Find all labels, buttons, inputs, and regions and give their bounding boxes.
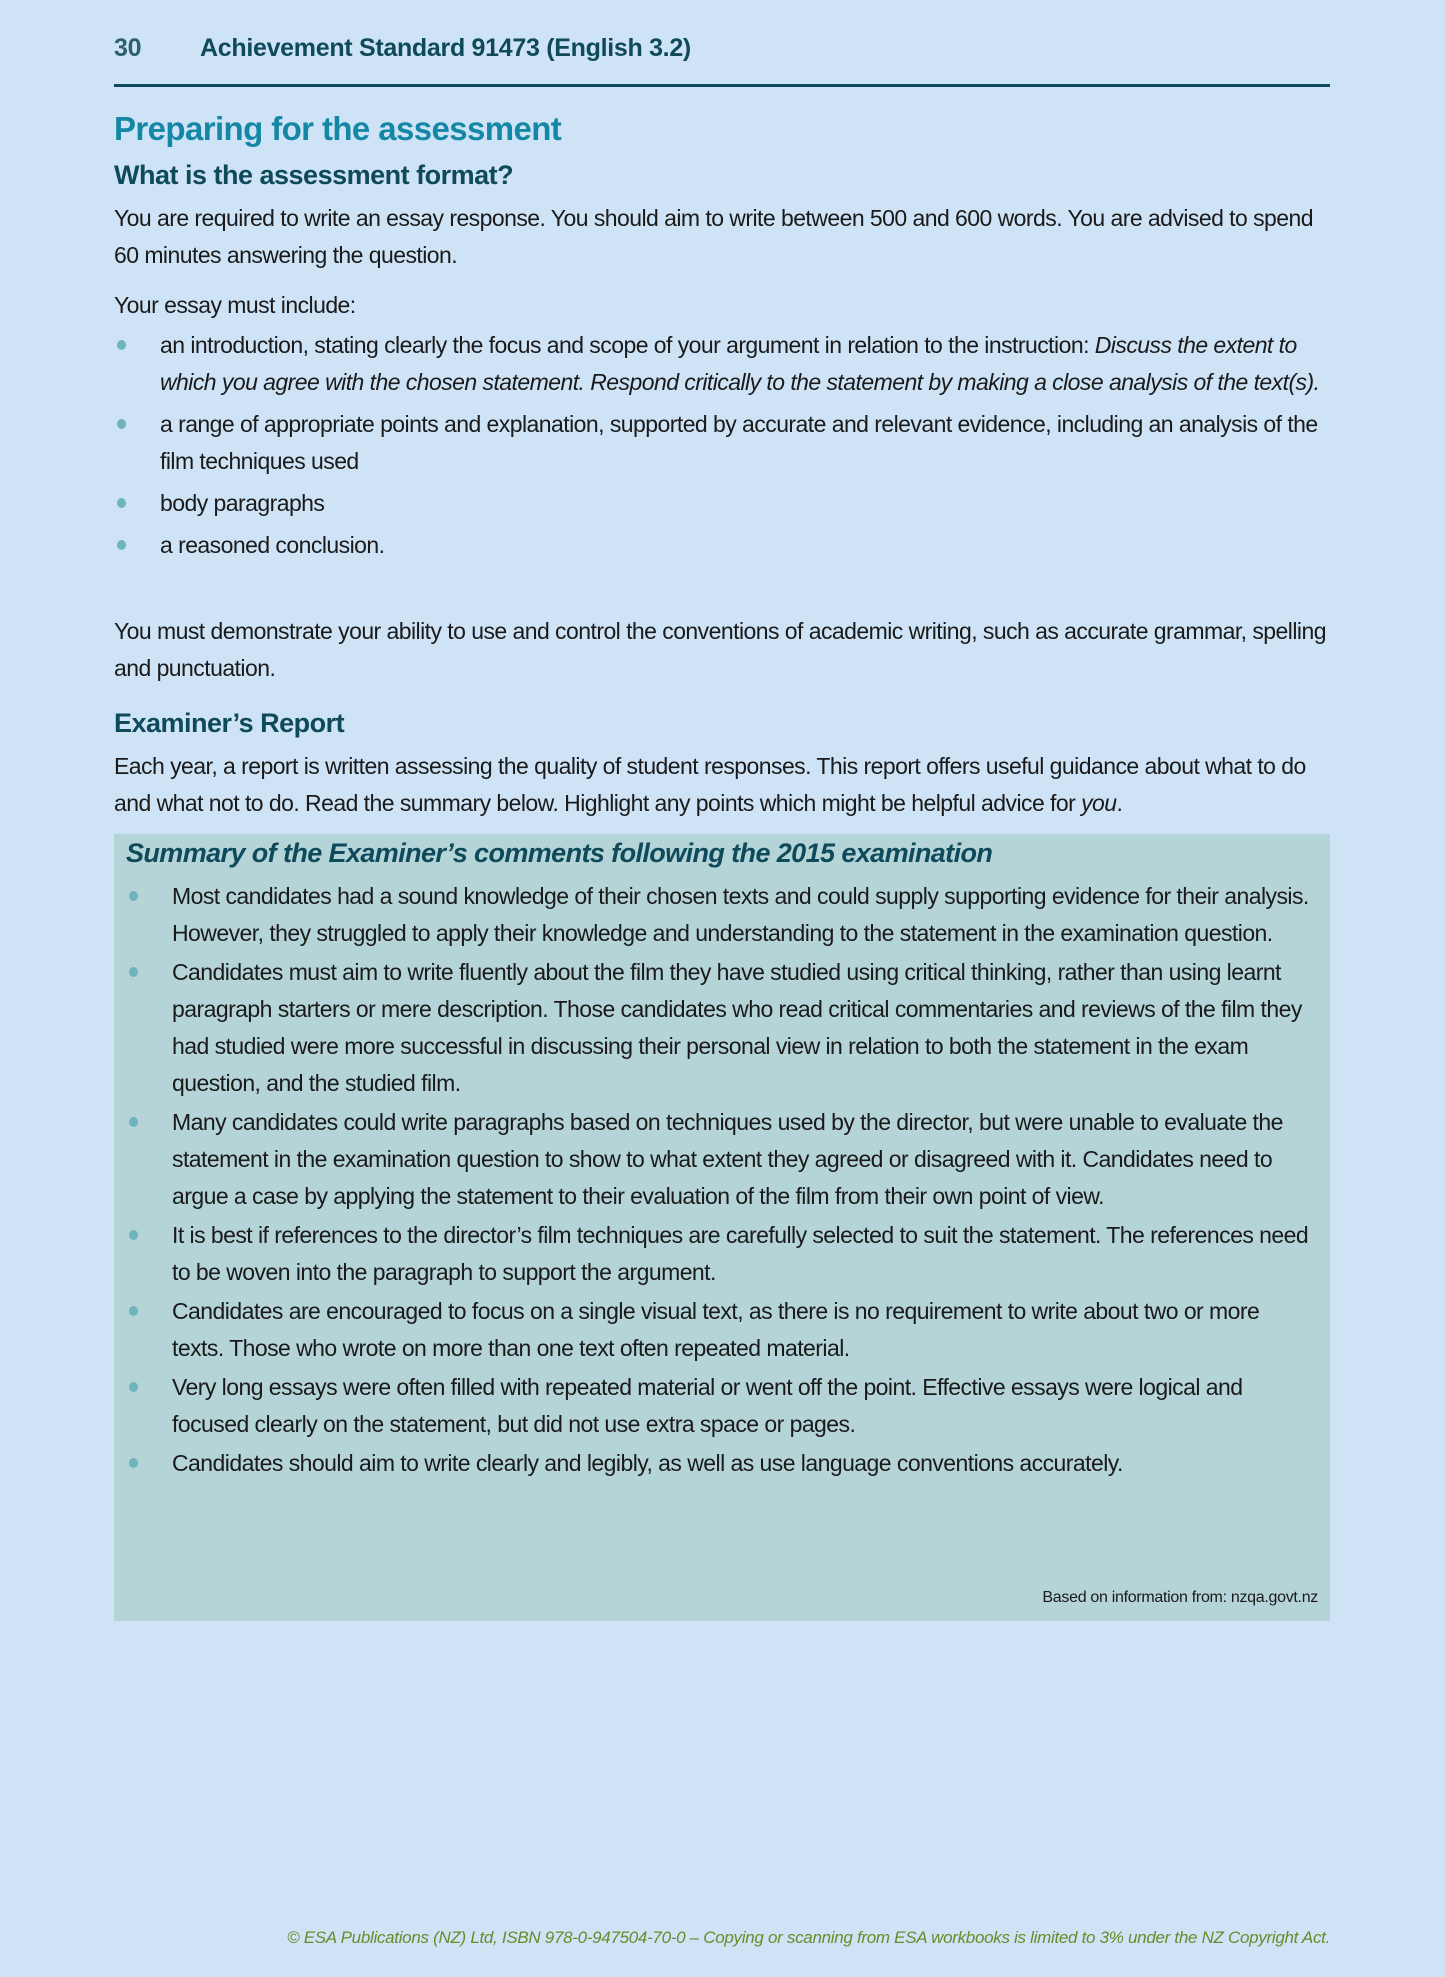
list-item: [126, 1445, 1316, 1482]
include-label: Your essay must include:: [114, 292, 356, 318]
intro-emphasis: you: [1081, 790, 1117, 816]
list-item: [126, 954, 1316, 1102]
bullet-icon: [129, 1382, 138, 1392]
section-title: Preparing for the assessment: [114, 110, 562, 147]
examiner-summary-box: [114, 834, 1330, 1621]
bullet-icon: [117, 340, 126, 350]
list-item-text: a range of appropriate points and explanation, supported by accurate and relevant evidence, including an analysis of the film techniques used: [160, 411, 1318, 474]
page-header: [114, 34, 1330, 87]
list-item-text: It is best if references to the director’s film techniques are carefully selected to suit the statement. The references need to be woven into the paragraph to support the argument.: [172, 1222, 1309, 1285]
list-item-text: Many candidates could write paragraphs based on techniques used by the director, but were unable to evaluate the statement in the examination question to show to what extent they agreed or disagreed with it. Candidates need to argue a case by applying the statement to their evaluation of the film from their own point of view.: [172, 1109, 1283, 1209]
list-item: [114, 327, 1330, 401]
summary-title: Summary of the Examiner’s comments following the 2015 examination: [126, 838, 993, 868]
bullet-icon: [117, 498, 126, 508]
intro-text: Each year, a report is written assessing the quality of student responses. This report offers useful guidance about what to do and what not to do. Read the summary below. Highlight any points which might be helpful advice for: [114, 753, 1306, 816]
bullet-icon: [129, 1230, 138, 1240]
list-item-text: body paragraphs: [160, 490, 325, 516]
list-item-text: Candidates must aim to write fluently about the film they have studied using critical thinking, rather than using learnt paragraph starters or mere description. Those candidates who read critical commentaries and reviews of the film they had studied were more successful in discussing their personal view in relation to both the statement in the exam question, and the studied film.: [172, 959, 1302, 1096]
list-item-text: Most candidates had a sound knowledge of their chosen texts and could supply supporting evidence for their analysis. However, they struggled to apply their knowledge and understanding to the statement in the examination question.: [172, 883, 1309, 946]
bullet-icon: [129, 1306, 138, 1316]
page-number: 30: [114, 34, 142, 62]
list-item: [126, 1369, 1316, 1443]
format-intro: You are required to write an essay response. You should aim to write between 500 and 600 words. You are advised to spend 60 minutes answering the question.: [114, 205, 1314, 268]
summary-list: [126, 878, 1316, 1484]
list-item: [126, 1217, 1316, 1291]
examiner-report-intro: [114, 748, 1330, 822]
bullet-icon: [129, 967, 138, 977]
intro-end: .: [1116, 790, 1123, 816]
list-item-text: Very long essays were often filled with repeated material or went off the point. Effective essays were logical and focused clearly on the statement, but did not use extra space or pages.: [172, 1374, 1243, 1437]
instruction-quote: Discuss the extent to which you agree with the chosen statement. Respond critically to the statement by making a close analysis of the text(s).: [160, 332, 1320, 395]
list-item-text: Candidates should aim to write clearly and legibly, as well as use language conventions accurately.: [172, 1450, 1123, 1476]
bullet-icon: [129, 1117, 138, 1127]
header-title: Achievement Standard 91473 (English 3.2): [200, 34, 691, 62]
bullet-icon: [117, 540, 126, 550]
list-item: [126, 878, 1316, 952]
include-list: [114, 327, 1330, 569]
examiner-report-heading: Examiner’s Report: [114, 708, 345, 738]
copyright-footer: © ESA Publications (NZ) Ltd, ISBN 978-0-947504-70-0 – Copying or scanning from ESA workbooks is limited to 3% under the NZ Copyright Act.: [287, 1928, 1330, 1947]
format-heading: What is the assessment format?: [114, 160, 514, 190]
list-item: [126, 1104, 1316, 1215]
list-item: [114, 406, 1330, 480]
list-item-text: an introduction, stating clearly the focus and scope of your argument in relation to the instruction:: [160, 332, 1095, 358]
list-item: [126, 1293, 1316, 1367]
bullet-icon: [129, 1458, 138, 1468]
list-item-text: a reasoned conclusion.: [160, 532, 385, 558]
conventions-paragraph: You must demonstrate your ability to use and control the conventions of academic writing, such as accurate grammar, spelling and punctuation.: [114, 618, 1326, 681]
list-item-text: Candidates are encouraged to focus on a single visual text, as there is no requirement to write about two or more texts. Those who wrote on more than one text often repeated material.: [172, 1298, 1260, 1361]
list-item: [114, 527, 1330, 564]
source-citation: Based on information from: nzqa.govt.nz: [1042, 1589, 1318, 1606]
bullet-icon: [129, 891, 138, 901]
bullet-icon: [117, 419, 126, 429]
list-item: [114, 485, 1330, 522]
